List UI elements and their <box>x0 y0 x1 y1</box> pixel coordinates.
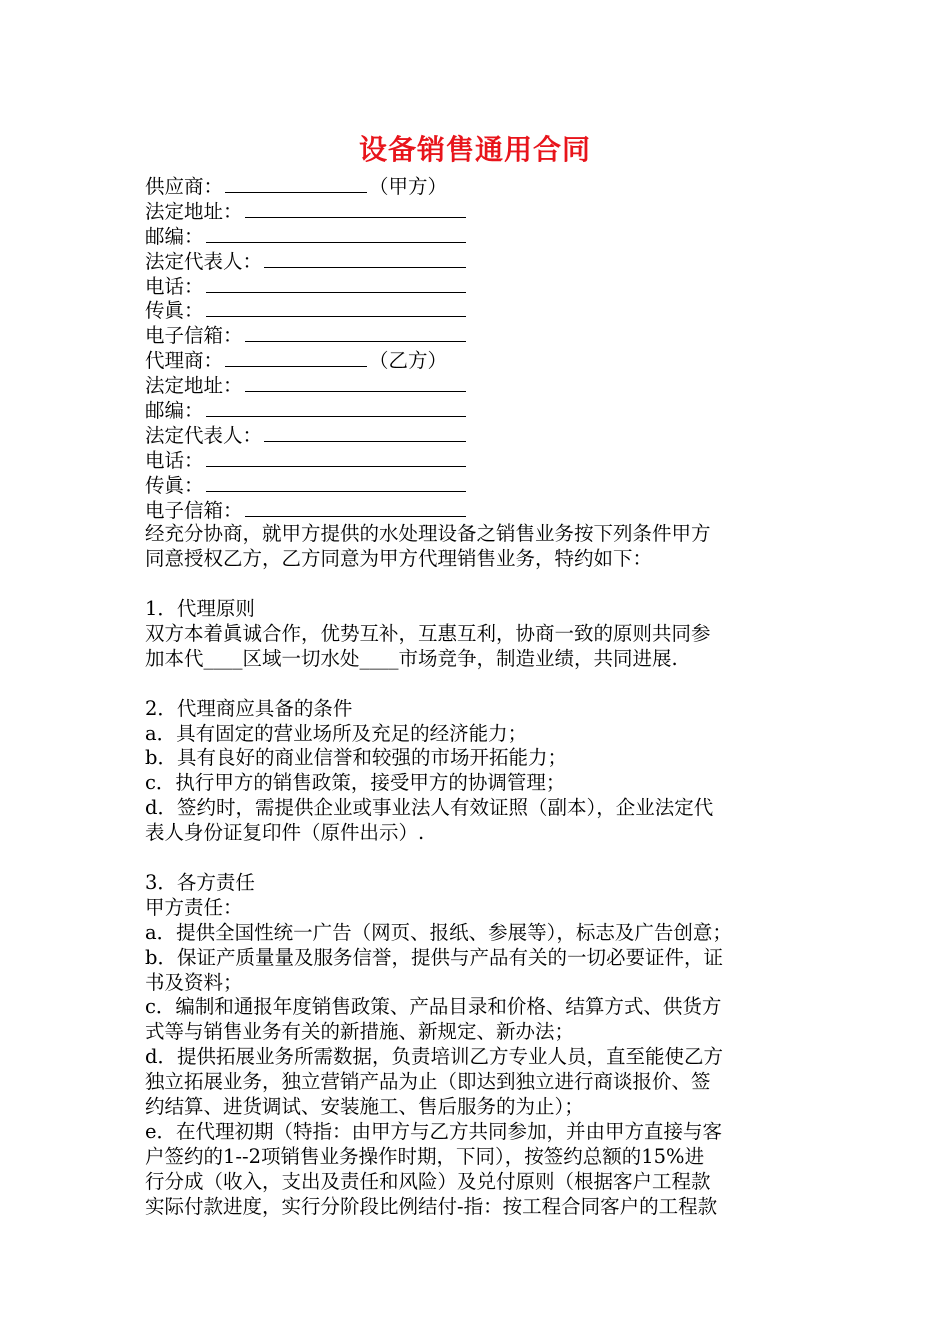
agent-label: 代理商： <box>145 349 224 373</box>
b-postcode-blank <box>206 398 466 417</box>
contract-text <box>145 522 820 1219</box>
b-rep-blank <box>264 423 466 442</box>
text-line: a．提供全国性统一广告（网页、报纸、参展等），标志及广告创意； <box>145 920 732 944</box>
text-line: 户签约的1--2项销售业务操作时期，下同），按签约总额的15%进 <box>145 1144 705 1168</box>
text-line: 约结算、进货调试、安装施工、售后服务的为止）； <box>145 1094 584 1118</box>
a-postcode-label: 邮编： <box>145 224 204 248</box>
text-line: a．具有固定的营业场所及充足的经济能力； <box>145 721 528 745</box>
a-rep-label: 法定代表人： <box>145 249 263 273</box>
text-line: 书及资料； <box>145 970 243 994</box>
text-line: 1．代理原则 <box>145 597 255 621</box>
text-line: 双方本着眞诚合作，优势互补，互惠互利，协商一致的原则共同参 <box>145 622 711 646</box>
blank-line <box>145 672 820 697</box>
b-email-field <box>145 498 468 523</box>
supplier-label: 供应商： <box>145 175 224 198</box>
a-email-field <box>145 323 468 348</box>
text-line: 实际付款进度，实行分阶段比例结付-指：按工程合同客户的工程款 <box>145 1194 718 1218</box>
a-address-blank <box>245 199 466 218</box>
blank-line <box>145 572 820 597</box>
text-line: d．签约时，需提供企业或事业法人有效证照（副本），企业法定代 <box>145 796 714 820</box>
b-fax-blank <box>206 473 466 492</box>
a-address-label: 法定地址： <box>145 199 243 223</box>
blank-line <box>145 846 820 871</box>
agent-field <box>145 348 820 373</box>
document-body <box>145 174 820 1219</box>
a-rep-field <box>145 249 468 274</box>
a-fax-field <box>145 298 468 323</box>
text-line: 行分成（收入，支出及责任和风险）及兑付原则（根据客户工程款 <box>145 1169 711 1193</box>
b-postcode-field <box>145 398 468 423</box>
a-postcode-field <box>145 224 468 249</box>
b-fax-label: 传眞： <box>145 473 204 497</box>
a-phone-label: 电话： <box>145 274 204 298</box>
a-rep-blank <box>264 249 466 268</box>
text-line: 表人身份证复印件（原件出示）. <box>145 821 425 845</box>
text-line: b．具有良好的商业信誉和较强的市场开拓能力； <box>145 746 567 770</box>
b-postcode-label: 邮编： <box>145 399 204 423</box>
a-phone-field <box>145 274 468 299</box>
b-rep-label: 法定代表人： <box>145 423 263 447</box>
b-rep-field <box>145 423 468 448</box>
a-email-blank <box>245 323 466 342</box>
b-email-label: 电子信箱： <box>145 498 243 522</box>
document-title: 设备销售通用合同 <box>358 133 591 166</box>
agent-blank <box>225 348 367 367</box>
text-line: 独立拓展业务，独立营销产品为止（即达到独立进行商谈报价、签 <box>145 1070 711 1094</box>
text-line: 甲方责任： <box>145 895 243 919</box>
text-line: d．提供拓展业务所需数据，负责培训乙方专业人员，直至能使乙方 <box>145 1045 723 1069</box>
b-phone-blank <box>206 448 466 467</box>
text-line: 2．代理商应具备的条件 <box>145 696 353 720</box>
b-address-label: 法定地址： <box>145 374 243 398</box>
text-line: c．编制和通报年度销售政策、产品目录和价格、结算方式、供货方 <box>145 995 722 1019</box>
text-line: b．保证产质量量及服务信誉，提供与产品有关的一切必要证件，证 <box>145 945 723 969</box>
b-fax-field <box>145 473 468 498</box>
a-phone-blank <box>206 274 466 293</box>
b-address-blank <box>245 373 466 392</box>
supplier-field <box>145 174 820 199</box>
text-line: 经充分协商，就甲方提供的水处理设备之销售业务按下列条件甲方 <box>145 522 711 546</box>
b-address-field <box>145 373 468 398</box>
text-line: 加本代____区域一切水处____市场竞争，制造业绩，共同进展. <box>145 646 678 670</box>
b-phone-field <box>145 448 468 473</box>
text-line: e．在代理初期（特指：由甲方与乙方共同参加，并由甲方直接与客 <box>145 1119 723 1143</box>
b-phone-label: 电话： <box>145 448 204 472</box>
agent-suffix: （乙方） <box>369 349 448 373</box>
a-email-label: 电子信箱： <box>145 324 243 348</box>
supplier-blank <box>225 174 367 193</box>
a-fax-blank <box>206 298 466 317</box>
supplier-suffix: （甲方） <box>369 175 448 198</box>
text-line: 式等与销售业务有关的新措施、新规定、新办法； <box>145 1020 575 1044</box>
text-line: 同意授权乙方，乙方同意为甲方代理销售业务，特约如下： <box>145 547 653 571</box>
text-line: 3．各方责任 <box>145 870 255 894</box>
text-line: c．执行甲方的销售政策，接受甲方的协调管理； <box>145 771 566 795</box>
a-postcode-blank <box>206 224 466 243</box>
a-fax-label: 传眞： <box>145 299 204 323</box>
a-address-field <box>145 199 468 224</box>
b-email-blank <box>245 498 466 517</box>
